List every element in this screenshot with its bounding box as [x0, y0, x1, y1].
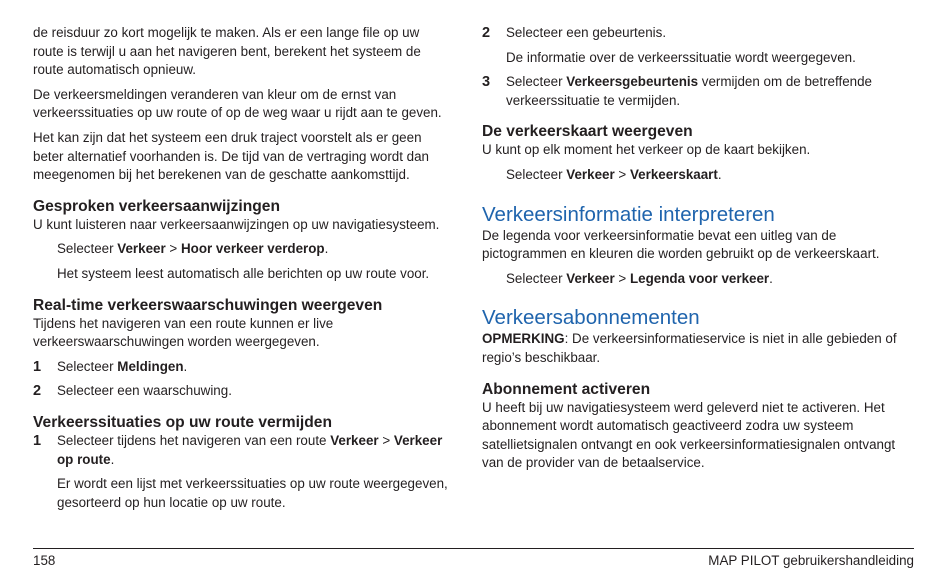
avoid-step-2-result: De informatie over de verkeerssituatie wordt weergegeven.	[506, 49, 856, 65]
page-number: 158	[33, 553, 56, 568]
step-text: Selecteer tijdens het navigeren van een route	[57, 432, 331, 448]
map-heading: De verkeerskaart weergeven	[482, 123, 693, 141]
step-end: .	[110, 451, 115, 467]
spoken-instruction	[33, 240, 453, 259]
instruction-text: Selecteer	[57, 241, 118, 257]
footer-divider	[33, 548, 914, 549]
separator: >	[614, 270, 630, 286]
menu-verkeer: Verkeer	[330, 432, 379, 448]
menu-legenda-voor-verkeer: Legenda voor verkeer	[629, 270, 770, 286]
spoken-body: U kunt luisteren naar verkeersaanwijzingen op uw navigatiesysteem.	[33, 216, 440, 232]
step-text: Selecteer	[57, 358, 118, 374]
note-text: : De verkeersinformatieservice is niet in alle gebieden of regio’s beschikbaar.	[482, 331, 897, 365]
activate-body: U heeft bij uw navigatiesysteem werd geleverd niet te activeren. Het abonnement wordt automatisch geactiveerd zodra uw systeem satellietsignalen ontvangt en ook verkeersinformatiesignalen ontvangt van de provider van de betaalservice.	[482, 399, 896, 471]
step-text: Selecteer een waarschuwing.	[57, 383, 232, 399]
avoid-step-2	[482, 24, 914, 43]
menu-meldingen: Meldingen	[117, 358, 184, 374]
document-title: MAP PILOT gebruikershandleiding	[708, 553, 914, 568]
step-number: 1	[33, 358, 42, 375]
activate-heading: Abonnement activeren	[482, 380, 651, 398]
avoid-step-1-result: Er wordt een lijst met verkeerssituaties op uw route weergegeven, gesorteerd op hun locatie op uw route.	[57, 476, 448, 510]
realtime-body: Tijdens het navigeren van een route kunnen er live verkeerswaarschuwingen worden weergegeven.	[33, 315, 334, 350]
avoid-step-1	[33, 432, 453, 469]
step-number: 1	[33, 432, 42, 449]
menu-hoor-verkeer: Hoor verkeer verderop	[180, 241, 325, 257]
step-text: Selecteer een gebeurtenis.	[506, 25, 667, 40]
instruction-end: .	[769, 270, 773, 286]
left-column	[33, 24, 453, 512]
step-text: Selecteer	[506, 74, 567, 90]
intro-paragraph-1: de reisduur zo kort mogelijk te maken. Als er een lange file op uw route is terwijl u aan het navigeren bent, berekent het systeem de route automatisch opnieuw.	[33, 25, 421, 78]
menu-verkeer-op-route: Verkeer op route	[57, 432, 443, 467]
realtime-heading: Real-time verkeerswaarschuwingen weergeven	[33, 296, 383, 314]
interpret-heading: Verkeersinformatie interpreteren	[482, 202, 775, 226]
separator: >	[378, 432, 394, 448]
right-column	[482, 24, 914, 473]
step-number: 3	[482, 74, 491, 91]
menu-verkeer: Verkeer	[566, 166, 615, 182]
note-label: OPMERKING	[482, 331, 565, 347]
menu-verkeer: Verkeer	[117, 241, 166, 257]
menu-verkeer: Verkeer	[566, 270, 615, 286]
map-instruction	[482, 166, 914, 185]
menu-verkeersgebeurtenis: Verkeersgebeurtenis	[566, 74, 699, 90]
subscriptions-heading: Verkeersabonnementen	[482, 306, 700, 330]
subscriptions-note	[482, 330, 914, 367]
avoid-heading: Verkeerssituaties op uw route vermijden	[33, 413, 332, 431]
interpret-body: De legenda voor verkeersinformatie bevat een uitleg van de pictogrammen en kleuren die worden gebruikt op de verkeerskaart.	[482, 227, 880, 262]
step-end: .	[183, 358, 188, 374]
intro-paragraph-2: De verkeersmeldingen veranderen van kleur om de ernst van verkeerssituaties op uw route of op de weg waar u rijdt aan te geven.	[33, 86, 442, 121]
step-number: 2	[482, 25, 491, 41]
separator: >	[165, 241, 181, 257]
realtime-step-1	[33, 358, 453, 377]
separator: >	[614, 166, 630, 182]
spoken-heading: Gesproken verkeersaanwijzingen	[33, 197, 281, 215]
menu-verkeerskaart: Verkeerskaart	[629, 166, 718, 182]
step-end: vermijden om de betreffende verkeerssituatie te vermijden.	[506, 74, 872, 108]
instruction-text: Selecteer	[506, 166, 567, 182]
interpret-instruction	[482, 270, 914, 289]
step-number: 2	[33, 383, 42, 400]
realtime-step-2	[33, 382, 453, 401]
map-body: U kunt op elk moment het verkeer op de kaart bekijken.	[482, 142, 811, 158]
instruction-end: .	[324, 241, 329, 257]
instruction-end: .	[717, 166, 722, 182]
intro-paragraph-3: Het kan zijn dat het systeem een druk traject voorstelt als er geen beter alternatief voorhanden is. De tijd van de vertraging wordt dan meegenomen bij het berekenen van de geschatte aankomsttijd.	[33, 129, 430, 183]
avoid-step-3	[482, 73, 914, 110]
spoken-result: Het systeem leest automatisch alle berichten op uw route voor.	[57, 265, 430, 281]
instruction-text: Selecteer	[506, 270, 567, 286]
